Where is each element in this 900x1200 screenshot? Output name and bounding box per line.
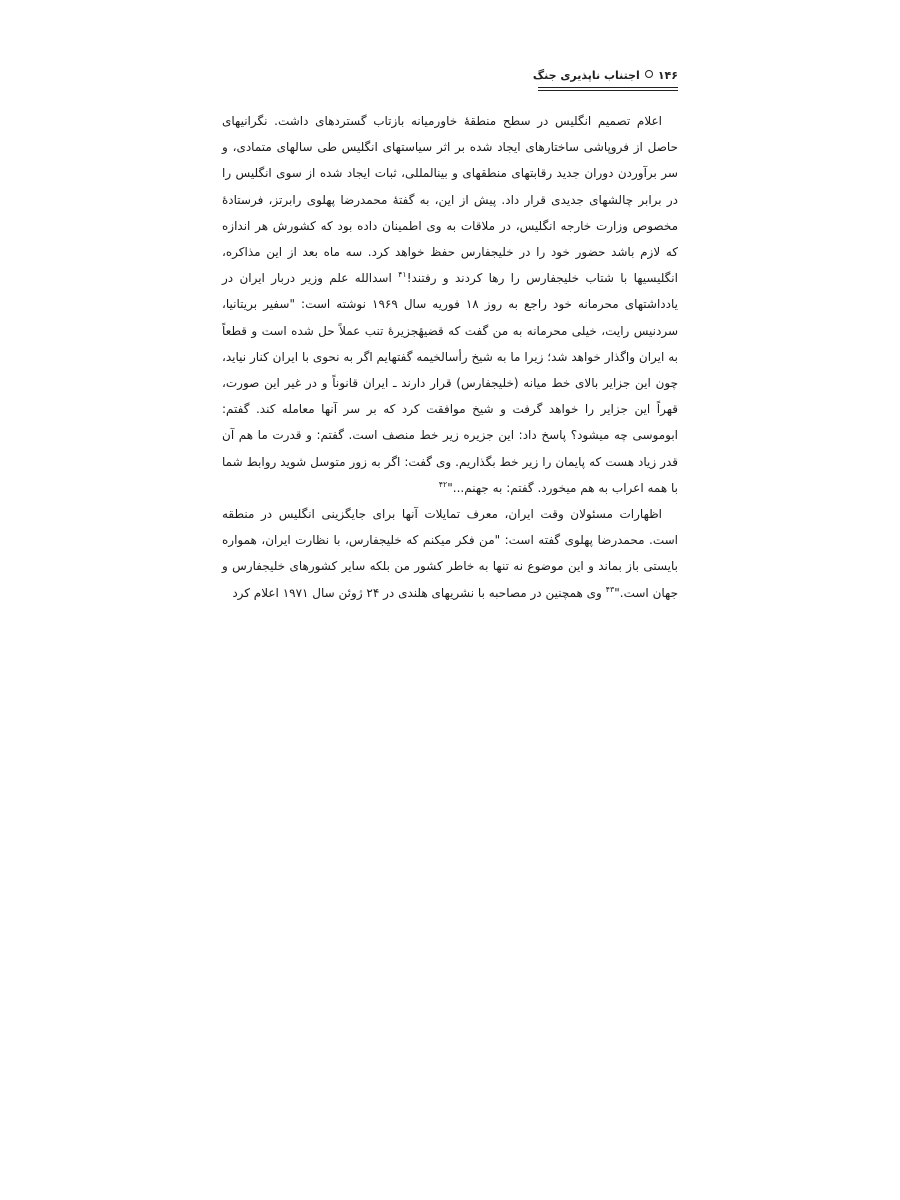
paragraph-1-text-a: اعلام تصمیم انگلیس در سطح منطقهٔ خاورمیانه بازتاب گستردهای داشت. نگرانیهای حاصل از فروپاشی ساختارهای ایجاد شده بر اثر سیاستهای انگلیس طی سالهای متمادی، و سر برآوردن دوران جدید رقابتهای منطقهای و بینالمللی، ثبات ایجاد شده از سوی انگلیس را در برابر چالشهای جدیدی قرار داد. پیش از این، به گفتهٔ محمدرضا پهلوی رابرتز، فرستادهٔ مخصوص وزارت خارجه انگلیس، در ملاقات به وی اطمینان داده بود که کشورش هر اندازه که لازم باشد حضور خود را در خلیجفارس حفظ خواهد کرد. سه ماه بعد از این مذاکره، انگلیسیها با شتاب خلیجفارس را رها کردند و رفتند!	[222, 114, 678, 286]
header-double-rule	[538, 87, 678, 91]
paragraph-2	[222, 501, 678, 606]
footnote-marker-42: ۴۲	[438, 479, 448, 489]
paragraph-2-text-a: اظهارات مسئولان وقت ایران، معرف تمایلات آنها برای جایگزینی انگلیس در منطقه است. محمدرضا پهلوی گفته است: "من فکر میکنم که خلیجفارس، با نظارت ایران، همواره بایستی باز بماند و این موضوع نه تنها به خاطر کشور من بلکه سایر کشورهای خلیجفارس و جهان است."	[222, 507, 678, 600]
footnote-marker-41: ۴۱	[398, 270, 407, 280]
footnote-marker-43: ۴۳	[605, 584, 615, 594]
paragraph-1-text-b: اسدالله علم وزیر دربار ایران در یادداشتهای محرمانه خود راجع به روز ۱۸ فوریه سال ۱۹۶۹ نوشته است: "سفیر بریتانیا، سردنیس رایت، خیلی محرمانه به من گفت که قضیهٔجزیرهٔ تنب عملاً حل شده است و قطعاً به ایران واگذار خواهد شد؛ زیرا ما به شیخ رأسالخیمه گفتهایم اگر به نحوی با ایران کنار نیاید، چون این جزایر بالای خط میانه (خلیجفارس) قرار دارند ـ ایران قانوناً و در غیر این صورت، قهراً این جزایر را خواهد گرفت و شیخ موافقت کرد که بر سر آنها معامله کند. گفتم: ابوموسی چه میشود؟ پاسخ داد: این جزیره زیر خط منصف است. گفتم: و قدرت ما هم آن قدر زیاد هست که پایمان را زیر خط بگذاریم. وی گفت: اگر به زور متوسل شوید روابط شما با همه اعراب به هم میخورد. گفتم: به جهنم..."	[222, 271, 678, 495]
running-head-text	[533, 69, 678, 82]
book-title: اجتناب ناپذیری جنگ	[532, 69, 640, 82]
page-number: ۱۴۶	[657, 69, 678, 82]
running-head	[222, 66, 678, 90]
circle-separator-icon	[645, 70, 653, 78]
paragraph-2-text-b: وی همچنین در مصاحبه با نشریهای هلندی در ۲۴ ژوئن سال ۱۹۷۱ اعلام کرد	[232, 585, 606, 600]
body-text	[222, 108, 678, 606]
paragraph-1	[222, 108, 678, 501]
